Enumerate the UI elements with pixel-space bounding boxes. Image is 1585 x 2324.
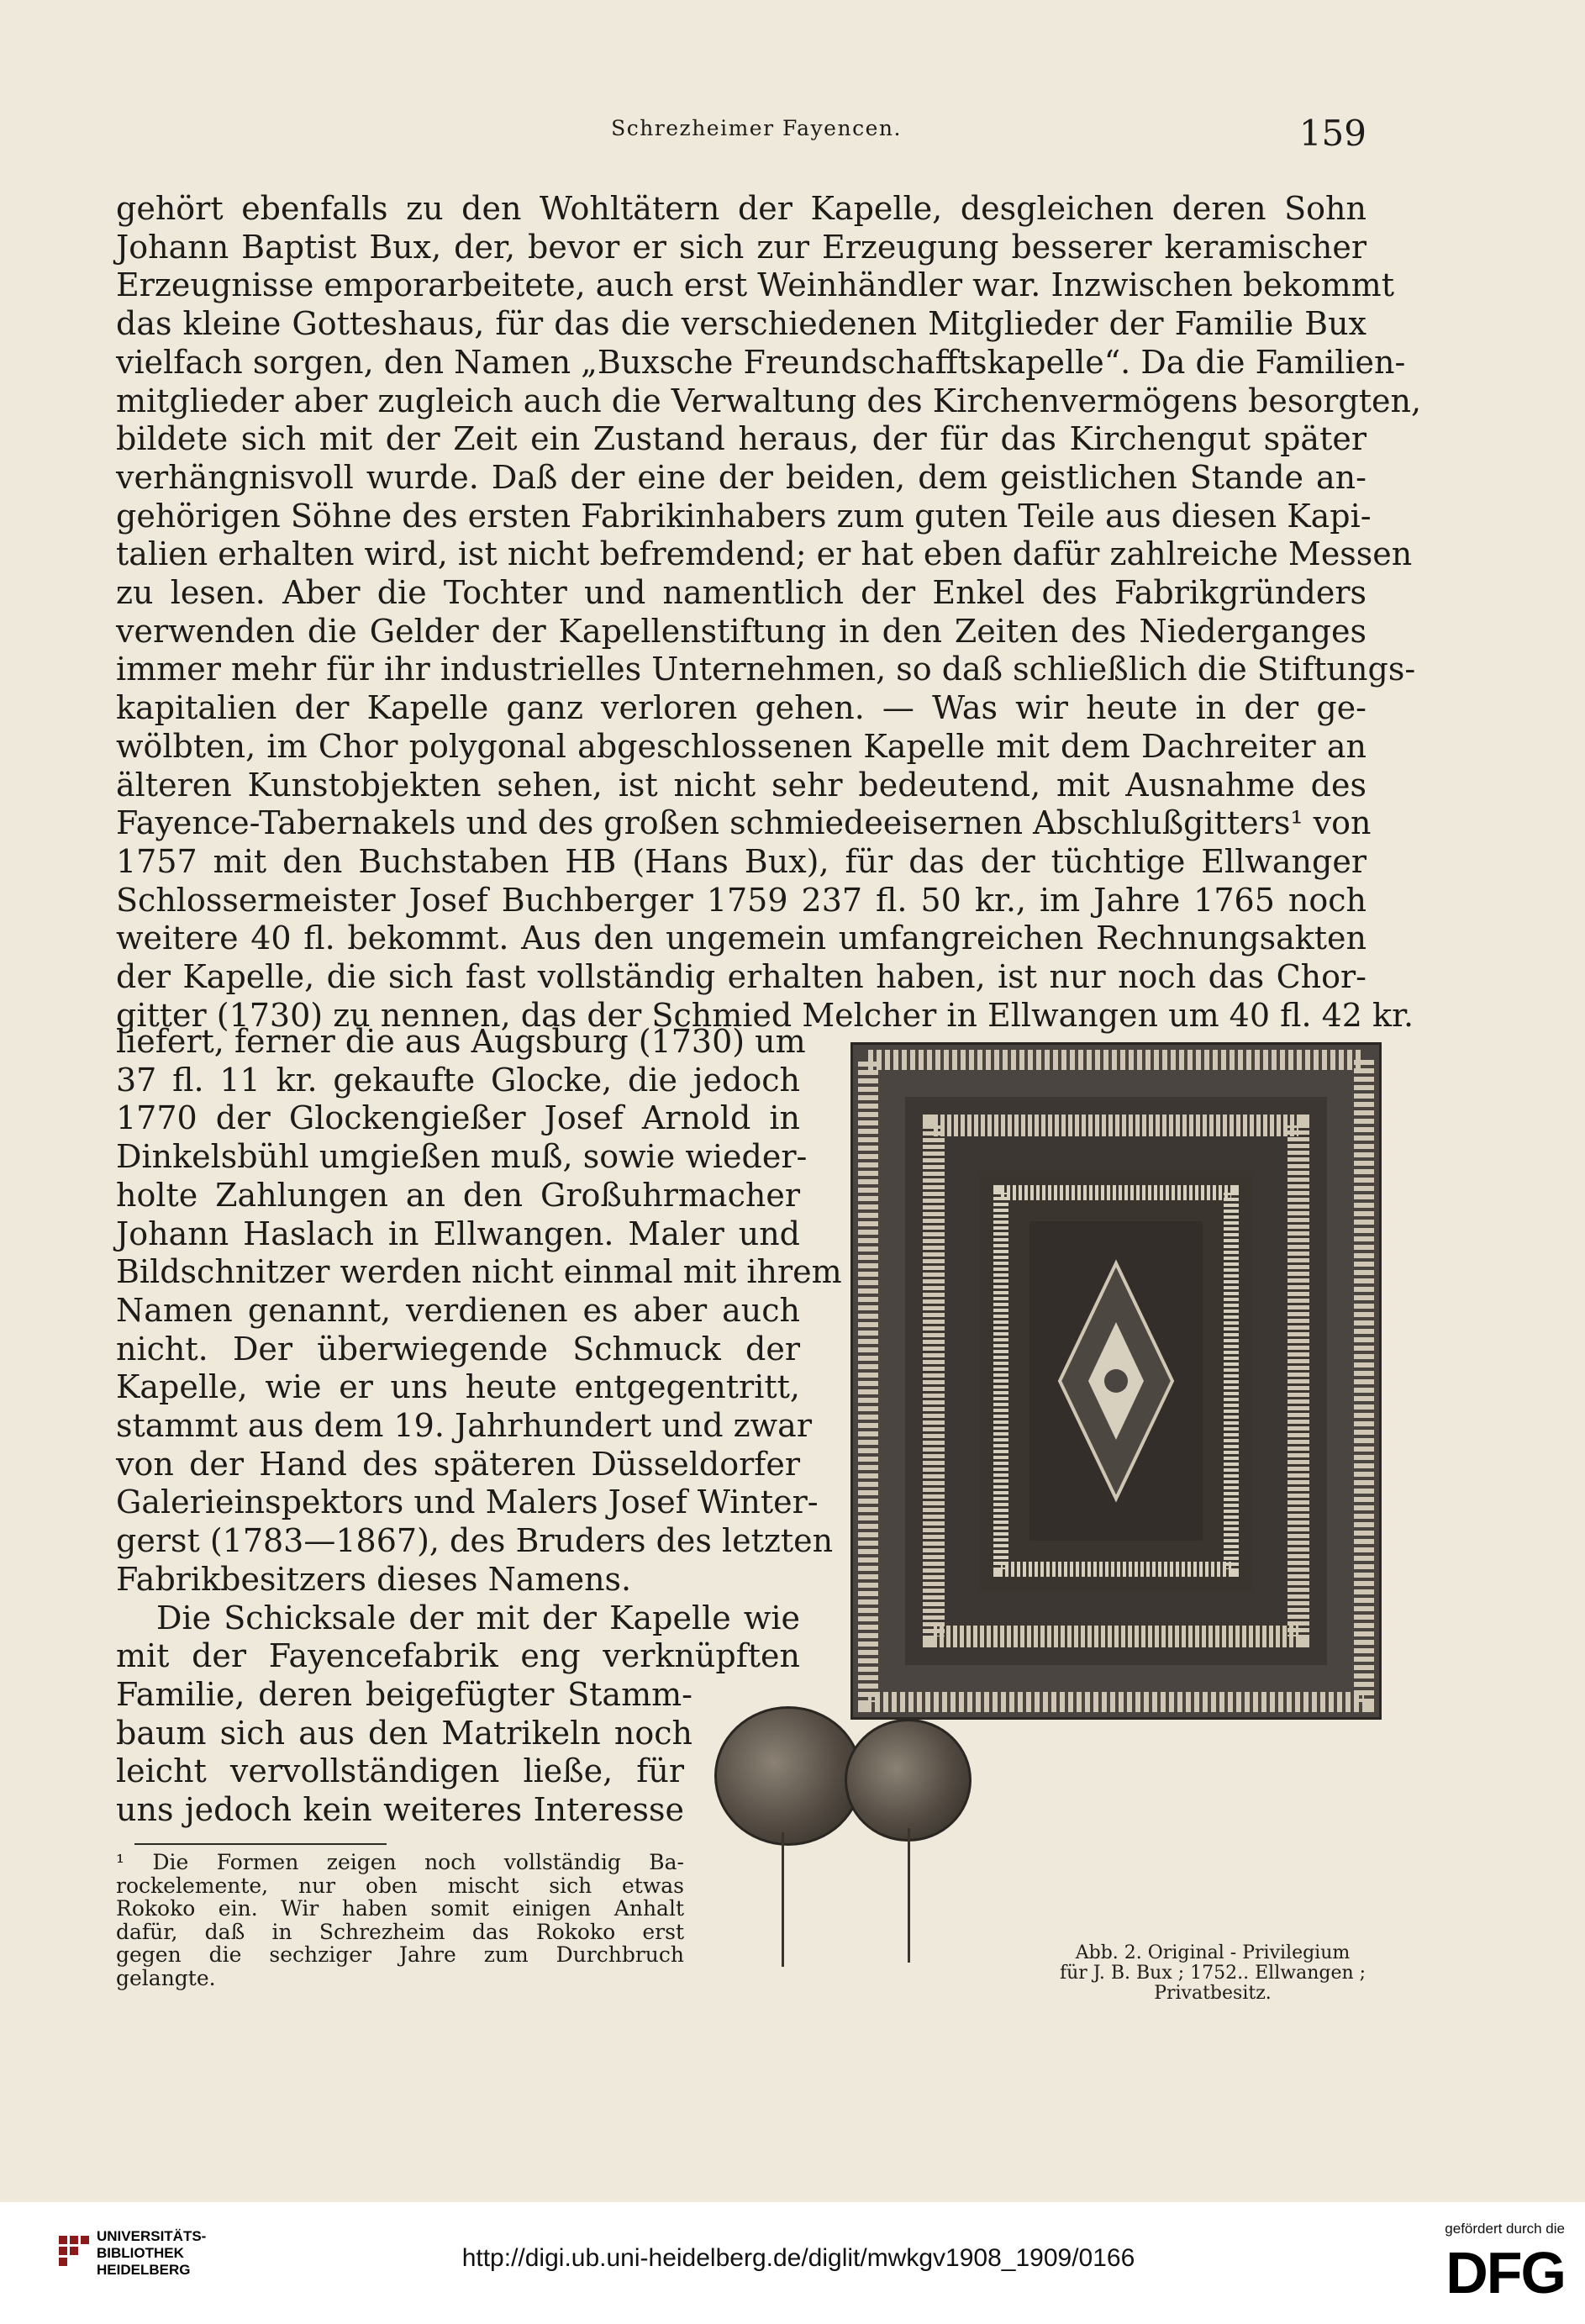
funding-note: gefördert durch die — [1445, 2221, 1565, 2237]
text-line: 37 fl. 11 kr. gekaufte Glocke, die jedoch — [116, 1061, 800, 1099]
text-line: mitglieder aber zugleich auch die Verwaltung des Kirchenvermögens besorgten, — [116, 382, 1422, 419]
text-line: Galerieinspektors und Malers Josef Winter- — [116, 1483, 819, 1521]
tassel-left — [782, 1832, 784, 1967]
text-line: Fayence-Tabernakels und des großen schmiedeeisernen Abschlußgitters¹ von — [116, 804, 1372, 842]
text-line: mit der Fayencefabrik eng verknüpften — [116, 1637, 800, 1675]
main-text-block — [116, 190, 1422, 1035]
text-line: vielfach sorgen, den Namen „Buxsche Freundschafftskapelle“. Da die Familien- — [116, 343, 1406, 381]
wax-seal-left — [714, 1706, 862, 1846]
figure-caption — [1051, 1943, 1375, 2004]
text-line: Johann Baptist Bux, der, bevor er sich zur Erzeugung besserer keramischer — [116, 228, 1366, 266]
text-line: nicht. Der überwiegende Schmuck der — [116, 1330, 800, 1368]
text-line: gitter (1730) zu nennen, das der Schmied Melcher in Ellwangen um 40 fl. 42 kr. — [116, 996, 1414, 1034]
text-line: Die Schicksale der mit der Kapelle wie — [156, 1599, 800, 1636]
dfg-logo: DFG — [1445, 2240, 1565, 2306]
text-line: 1757 mit den Buchstaben HB (Hans Bux), für das der tüchtige Ellwanger — [116, 842, 1366, 880]
running-head: Schrezheimer Fayencen. — [611, 116, 902, 140]
text-line: gehörigen Söhne des ersten Fabrikinhabers zum guten Teile aus diesen Kapi- — [116, 497, 1372, 535]
text-line: von der Hand des späteren Düsseldorfer — [116, 1445, 800, 1483]
text-line: talien erhalten wird, ist nicht befremdend; er hat eben dafür zahlreiche Messen — [116, 535, 1413, 573]
footnote — [116, 1851, 684, 1989]
caption-line: für J. B. Bux ; 1752.. Ellwangen ; — [1059, 1963, 1366, 1984]
text-line: Fabrikbesitzers dieses Namens. — [116, 1560, 632, 1598]
narrow-text-block — [116, 1023, 842, 1830]
footnote-line: gelangte. — [116, 1965, 216, 1990]
text-line: holte Zahlungen an den Großuhrmacher — [116, 1176, 800, 1214]
text-line: Johann Haslach in Ellwangen. Maler und — [116, 1215, 800, 1252]
text-line: Namen genannt, verdienen es aber auch — [116, 1291, 800, 1329]
text-line: kapitalien der Kapelle ganz verloren gehen. — Was wir heute in der ge- — [116, 689, 1366, 727]
footnote-line: dafür, daß in Schrezheim das Rokoko erst — [116, 1919, 684, 1944]
text-line: verwenden die Gelder der Kapellenstiftung in den Zeiten des Niederganges — [116, 612, 1366, 650]
page-number: 159 — [1298, 113, 1366, 154]
text-line: gerst (1783—1867), des Bruders des letzten — [116, 1522, 834, 1560]
text-line: Schlossermeister Josef Buchberger 1759 237 fl. 50 kr., im Jahre 1765 noch — [116, 881, 1366, 919]
text-line: immer mehr für ihr industrielles Unternehmen, so daß schließlich die Stiftungs- — [116, 651, 1416, 688]
text-line: das kleine Gotteshaus, für das die verschiedenen Mitglieder der Familie Bux — [116, 305, 1366, 343]
text-line: baum sich aus den Matrikeln noch — [116, 1714, 692, 1752]
tassel-right — [908, 1828, 910, 1963]
permalink-url[interactable]: http://digi.ub.uni-heidelberg.de/diglit/mwkgv1908_1909/0166 — [461, 2244, 1135, 2272]
footnote-line: ¹ Die Formen zeigen noch vollständig Ba- — [116, 1850, 684, 1874]
text-line: verhängnisvoll wurde. Daß der eine der beiden, dem geistlichen Stande an- — [116, 458, 1366, 496]
text-line: weitere 40 fl. bekommt. Aus den ungemein umfangreichen Rechnungsakten — [116, 920, 1366, 957]
text-line: leicht vervollständigen ließe, für — [116, 1752, 684, 1790]
text-line: 1770 der Glockengießer Josef Arnold in — [116, 1099, 800, 1137]
text-line: zu lesen. Aber die Tochter und namentlich der Enkel des Fabrikgründers — [116, 574, 1366, 612]
document-cover-illustration — [850, 1042, 1382, 1720]
footnote-line: Rokoko ein. Wir haben somit einigen Anhalt — [116, 1896, 684, 1921]
text-line: gehört ebenfalls zu den Wohltätern der Kapelle, desgleichen deren Sohn — [116, 190, 1366, 227]
text-line: Kapelle, wie er uns heute entgegentritt, — [116, 1368, 800, 1406]
digitization-footer — [0, 2202, 1585, 2324]
text-line: älteren Kunstobjekten sehen, ist nicht sehr bedeutend, mit Ausnahme des — [116, 766, 1366, 804]
text-line: Erzeugnisse emporarbeitete, auch erst Weinhändler war. Inzwischen bekommt — [116, 266, 1394, 304]
text-line: liefert, ferner die aus Augsburg (1730) um — [116, 1023, 806, 1060]
university-library-logo — [59, 2236, 89, 2266]
text-line: Bildschnitzer werden nicht einmal mit ihrem — [116, 1253, 842, 1291]
text-line: uns jedoch kein weiteres Interesse — [116, 1791, 684, 1829]
library-name: UNIVERSITÄTS- BIBLIOTHEK HEIDELBERG — [97, 2228, 207, 2278]
footnote-line: rockelemente, nur oben mischt sich etwas — [116, 1873, 684, 1898]
ornament-pattern — [853, 1045, 1379, 1717]
text-line: Dinkelsbühl umgießen muß, sowie wieder- — [116, 1138, 808, 1176]
text-line: Familie, deren beigefügter Stamm- — [116, 1675, 692, 1713]
caption-line: Privatbesitz. — [1154, 1983, 1272, 2004]
text-line: wölbten, im Chor polygonal abgeschlossenen Kapelle mit dem Dachreiter an — [116, 727, 1366, 765]
text-line: stammt aus dem 19. Jahrhundert und zwar — [116, 1407, 812, 1445]
wax-seal-right — [845, 1719, 972, 1842]
text-line: der Kapelle, die sich fast vollständig erhalten haben, ist nur noch das Chor- — [116, 958, 1366, 996]
footnote-rule — [134, 1843, 387, 1845]
caption-line: Abb. 2. Original - Privilegium — [1075, 1942, 1351, 1963]
footnote-line: gegen die sechziger Jahre zum Durchbruch — [116, 1942, 684, 1967]
text-line: bildete sich mit der Zeit ein Zustand heraus, der für das Kirchengut später — [116, 420, 1366, 458]
